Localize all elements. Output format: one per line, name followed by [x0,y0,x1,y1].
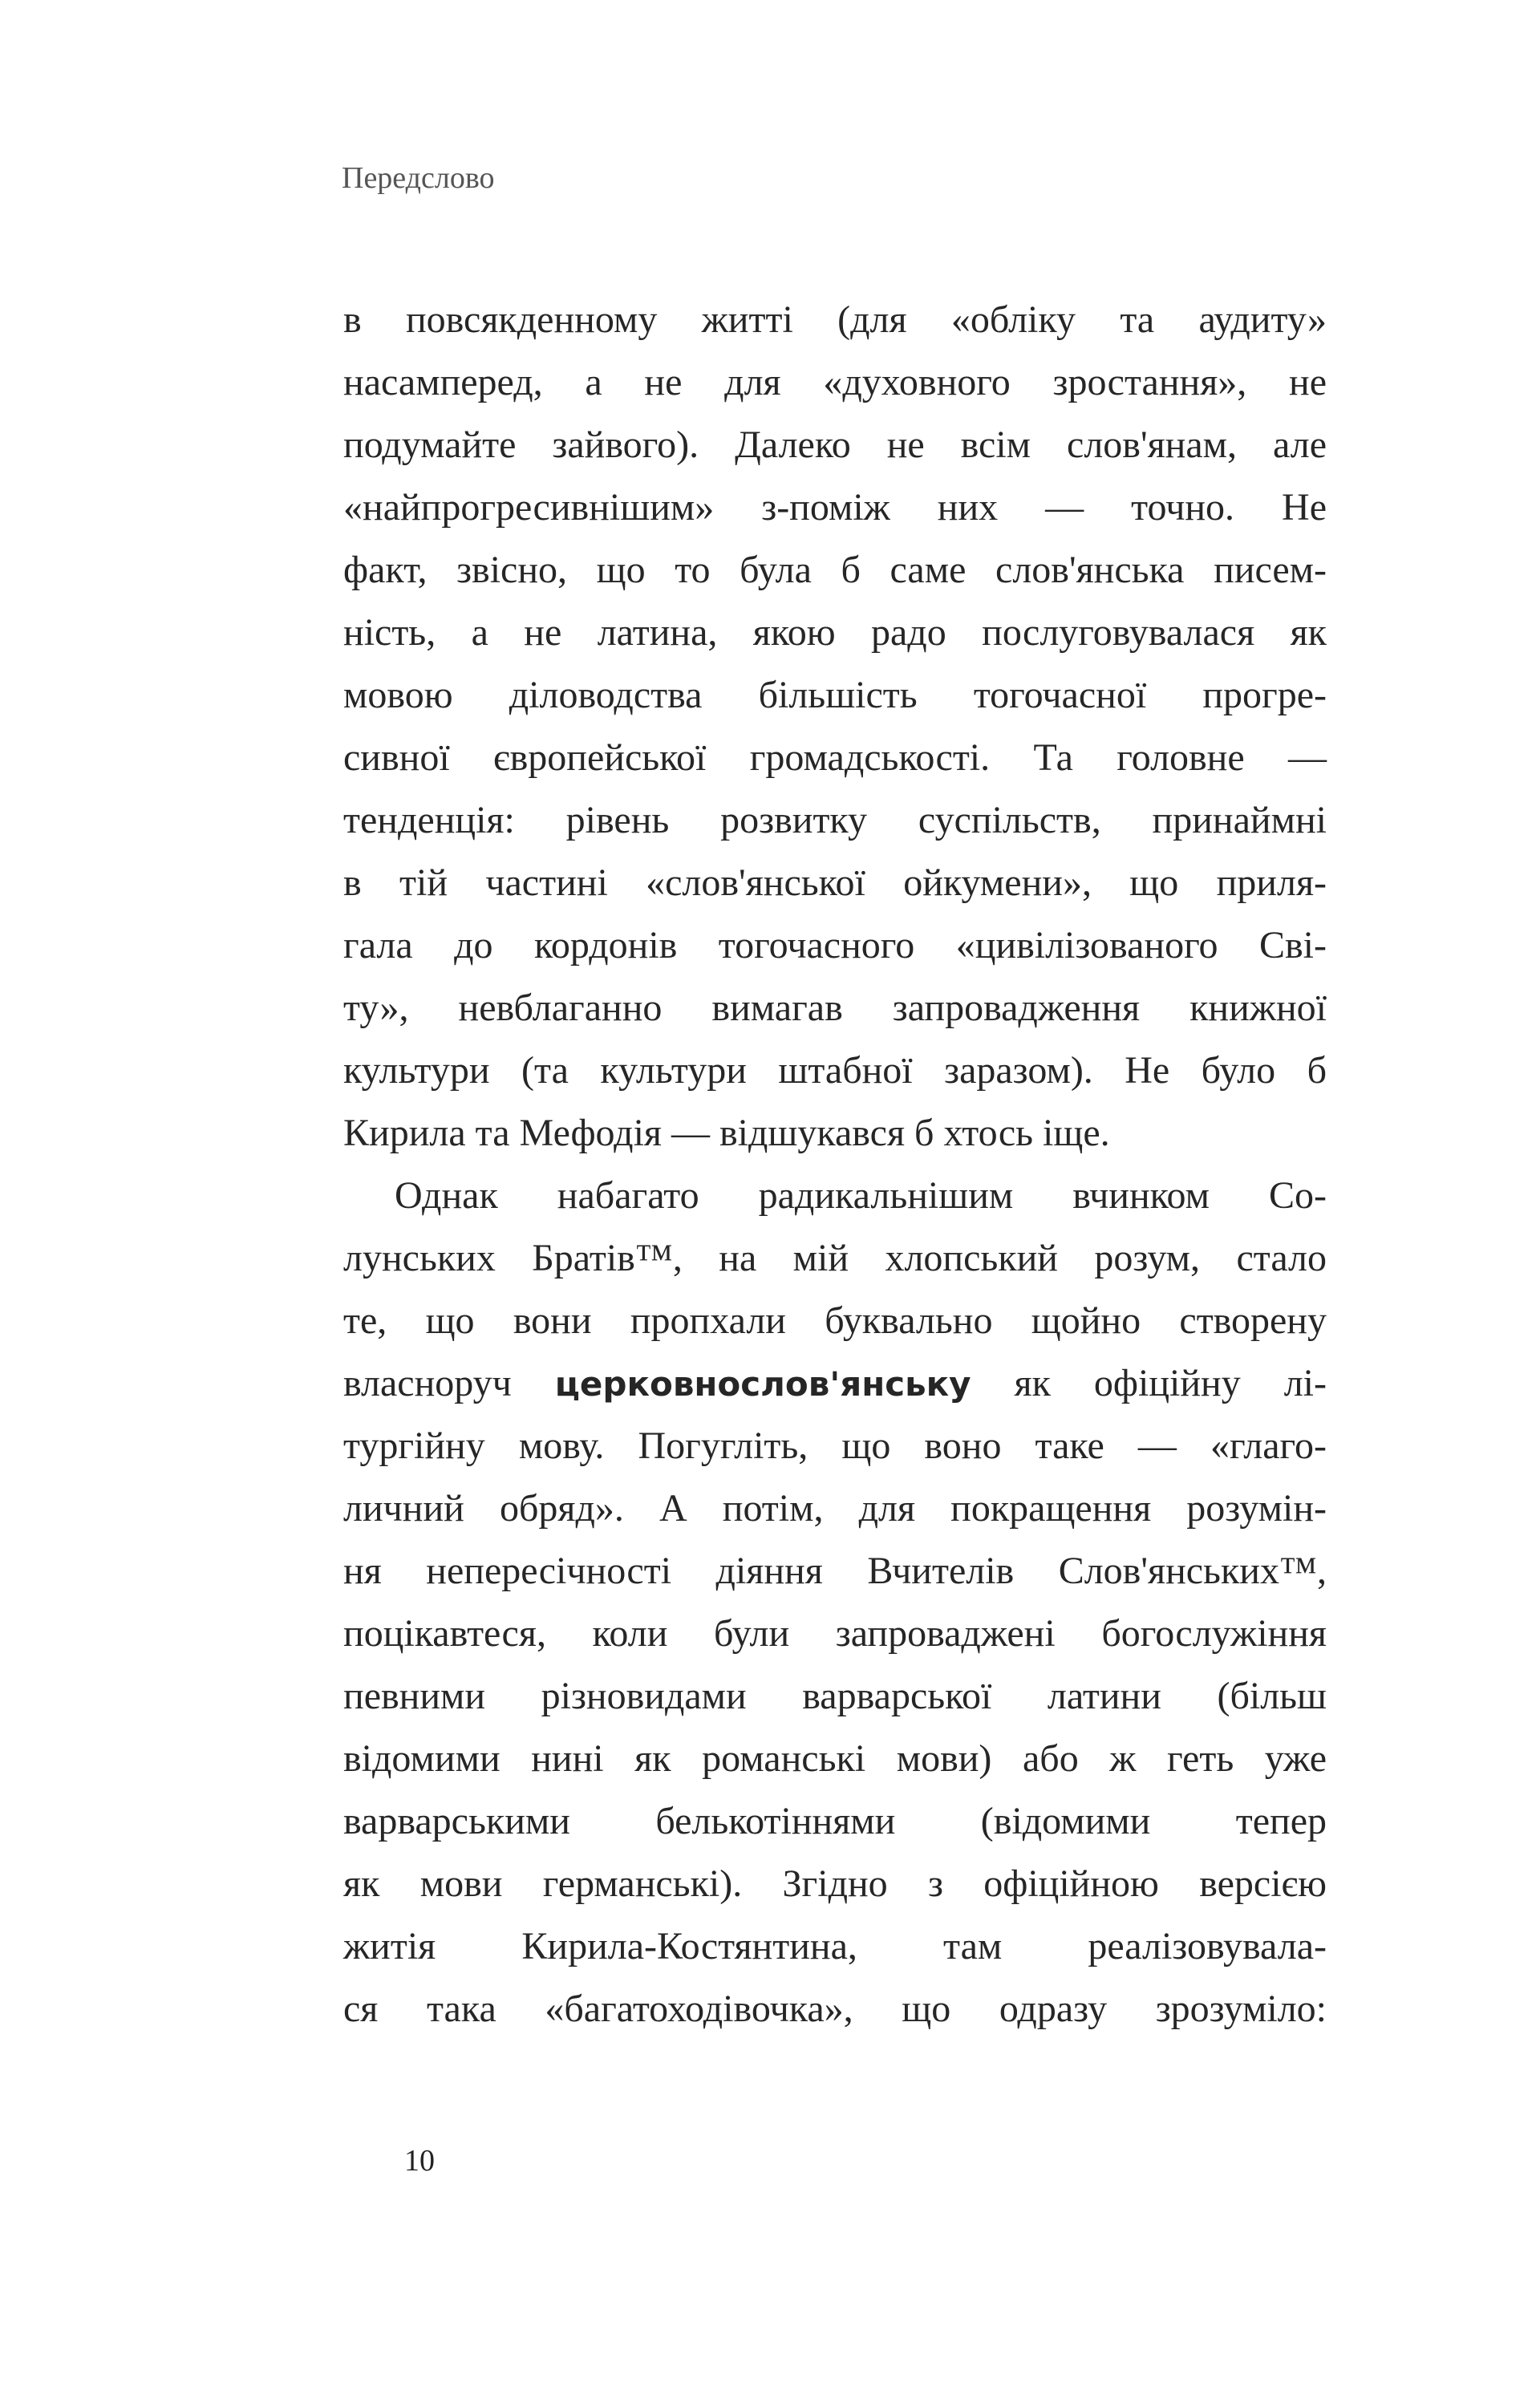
text-line: ту», невблаганно вимагав запровадження книжної [343,987,1327,1029]
text-segment: власноруч [343,1362,555,1404]
text-line: ня непересічності діяння Вчителів Слов'янських™, [343,1550,1327,1592]
text-line: ність, а не латина, якою радо послуговувалася як [343,611,1327,654]
text-line: ся така «багатоходівочка», що одразу зрозуміло: [343,1988,1327,2030]
text-line: подумайте зайвого). Далеко не всім слов'янам, але [343,423,1327,466]
text-line: «найпрогресивнішим» з-поміж них — точно. Не [343,486,1327,529]
text-line: сивної європейської громадськості. Та головне — [343,736,1327,779]
text-line: насамперед, а не для «духовного зростання», не [343,361,1327,403]
text-line: варварськими белькотіннями (відомими тепер [343,1800,1327,1842]
text-line: культури (та культури штабної заразом). Не було б [343,1049,1327,1092]
text-line: певними різновидами варварської латини (більш [343,1675,1327,1717]
text-line: в повсякденному житті (для «обліку та аудиту» [343,298,1327,341]
running-head: Передслово [342,161,495,195]
text-line: відомими нині як романські мови) або ж геть уже [343,1737,1327,1780]
page-number: 10 [404,2144,435,2178]
text-line: в тій частині «слов'янської ойкумени», що приля- [343,861,1327,904]
text-line: житія Кирила-Костянтина, там реалізовувала- [343,1925,1327,1967]
text-line: те, що вони пропхали буквально щойно створену [343,1299,1327,1342]
text-line: гала до кордонів тогочасного «цивілізованого Сві- [343,924,1327,967]
text-line: тенденція: рівень розвитку суспільств, принаймні [343,799,1327,841]
text-line: лунських Братів™, на мій хлопський розум, стало [343,1237,1327,1279]
text-line: мовою діловодства більшість тогочасної прогре- [343,674,1327,716]
text-line: факт, звісно, що то була б саме слов'янська писем- [343,549,1327,591]
bold-term: церковнослов'янську [554,1364,971,1404]
text-line: Однак набагато радикальнішим вчинком Со- [395,1174,1327,1217]
text-line [343,1352,1327,1415]
text-line: Кирила та Мефодія — відшукався б хтось іще. [343,1112,1110,1154]
text-line: як мови германські). Згідно з офіційною версією [343,1862,1327,1905]
text-segment: як офіційну лі- [971,1362,1327,1404]
text-line: личний обряд». А потім, для покращення розумін- [343,1487,1327,1530]
body-text [343,289,1327,2040]
text-line: тургійну мову. Погугліть, що воно таке — «глаго- [343,1424,1327,1467]
text-line: поцікавтеся, коли були запроваджені богослужіння [343,1612,1327,1655]
